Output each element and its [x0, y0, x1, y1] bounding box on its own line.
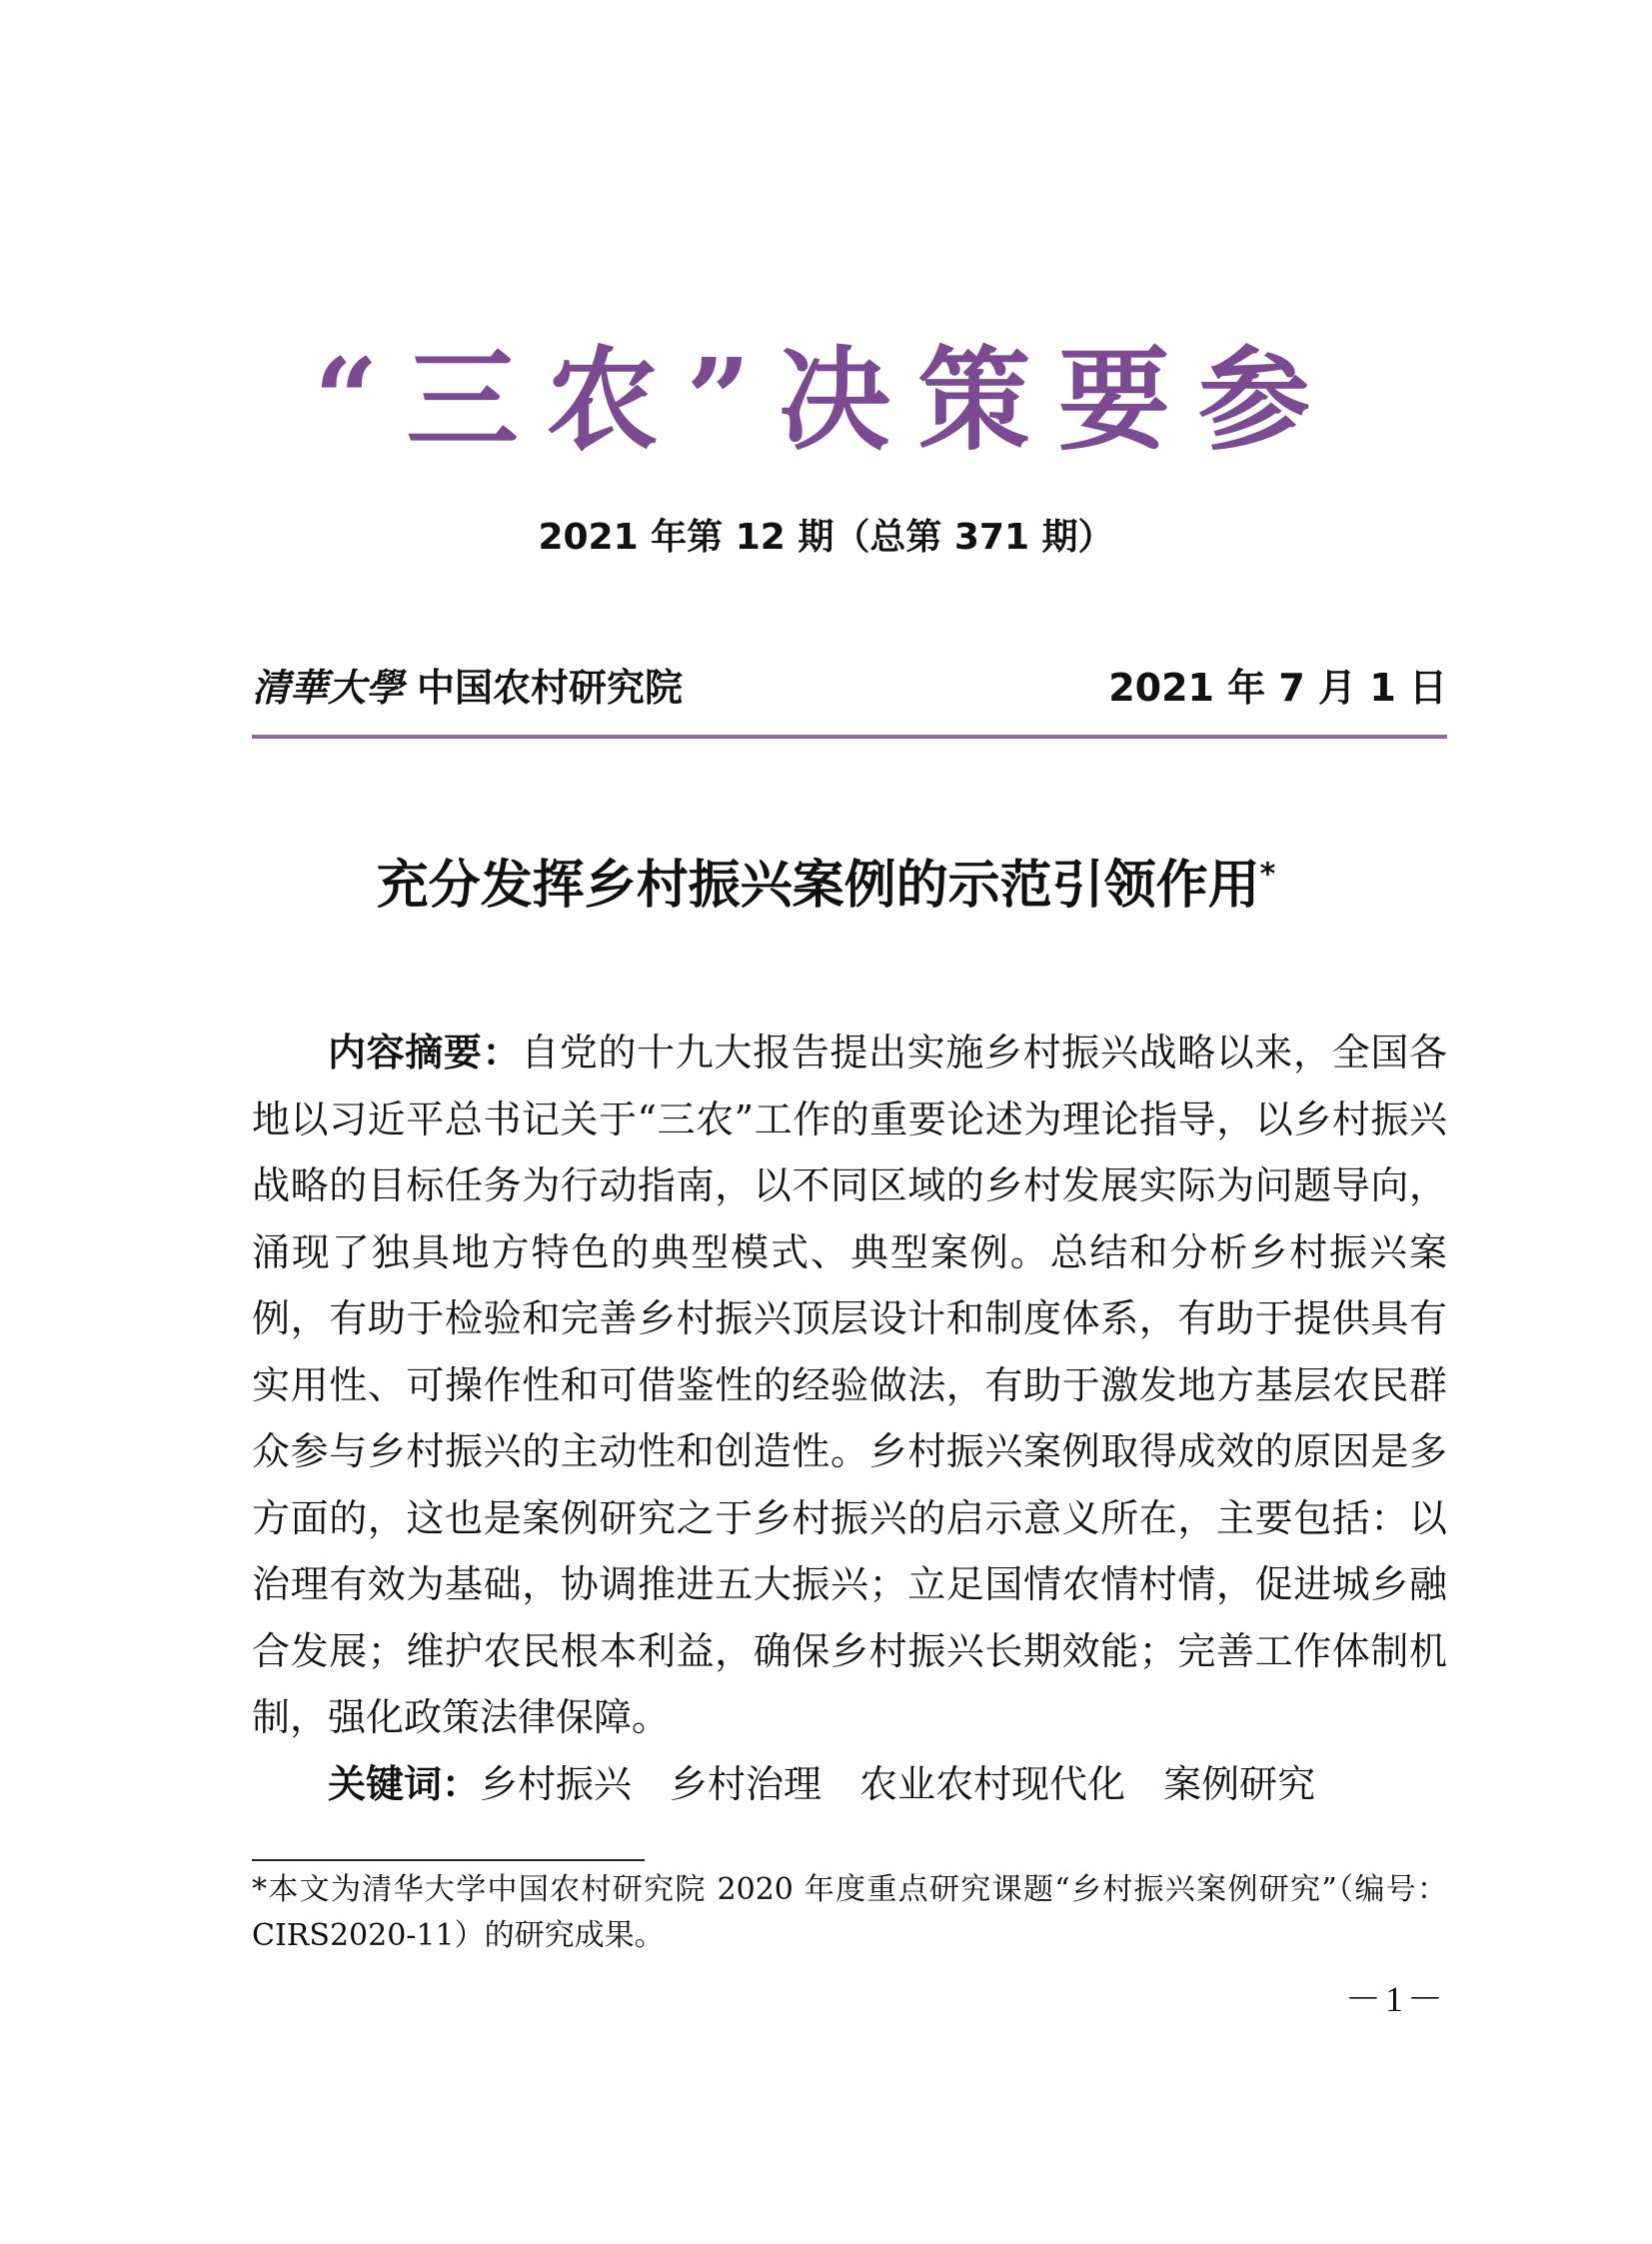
title-footnote-marker: *: [1259, 857, 1276, 893]
keywords-line: [252, 1751, 1447, 1817]
masthead-title: “三农”决策要参: [314, 335, 1338, 466]
page-number: －1－: [1344, 1979, 1447, 2019]
keyword: 案例研究: [1163, 1762, 1316, 1806]
article-title: [0, 856, 1652, 916]
keyword: 乡村振兴: [480, 1762, 633, 1806]
keyword: 乡村治理: [670, 1762, 823, 1806]
footnote: *本文为清华大学中国农村研究院 2020 年度重点研究课题“乡村振兴案例研究”（编号：CIRS2020-11）的研究成果。: [252, 1872, 1447, 1953]
abstract-paragraph: [252, 1020, 1447, 1751]
institute-name: 中国农村研究院: [417, 666, 684, 710]
publisher-header: [252, 660, 1447, 716]
publication-date: 2021 年 7 月 1 日: [1108, 666, 1447, 710]
abstract-text: 自党的十九大报告提出实施乡村振兴战略以来，全国各地以习近平总书记关于“三农”工作的重要论述为理论指导，以乡村振兴战略的目标任务为行动指南，以不同区域的乡村发展实际为问题导向，涌现了独具地方特色的典型模式、典型案例。总结和分析乡村振兴案例，有助于检验和完善乡村振兴顶层设计和制度体系，有助于提供具有实用性、可操作性和可借鉴性的经验做法，有助于激发地方基层农民群众参与乡村振兴的主动性和创造性。乡村振兴案例取得成效的原因是多方面的，这也是案例研究之于乡村振兴的启示意义所在，主要包括：以治理有效为基础，协调推进五大振兴；立足国情农情村情，促进城乡融合发展；维护农民根本利益，确保乡村振兴长期效能；完善工作体制机制，强化政策法律保障。: [252, 1031, 1447, 1739]
footnote-divider: [252, 1859, 645, 1861]
article-title-text: 充分发挥乡村振兴案例的示范引领作用: [376, 856, 1260, 916]
university-logo-text: 清華大學: [252, 665, 405, 710]
issue-number: 2021 年第 12 期（总第 371 期）: [538, 517, 1114, 558]
abstract-label: 内容摘要：: [328, 1031, 522, 1075]
keyword: 农业农村现代化: [859, 1762, 1126, 1806]
keywords-label: 关键词：: [328, 1762, 481, 1806]
header-divider: [252, 735, 1447, 739]
